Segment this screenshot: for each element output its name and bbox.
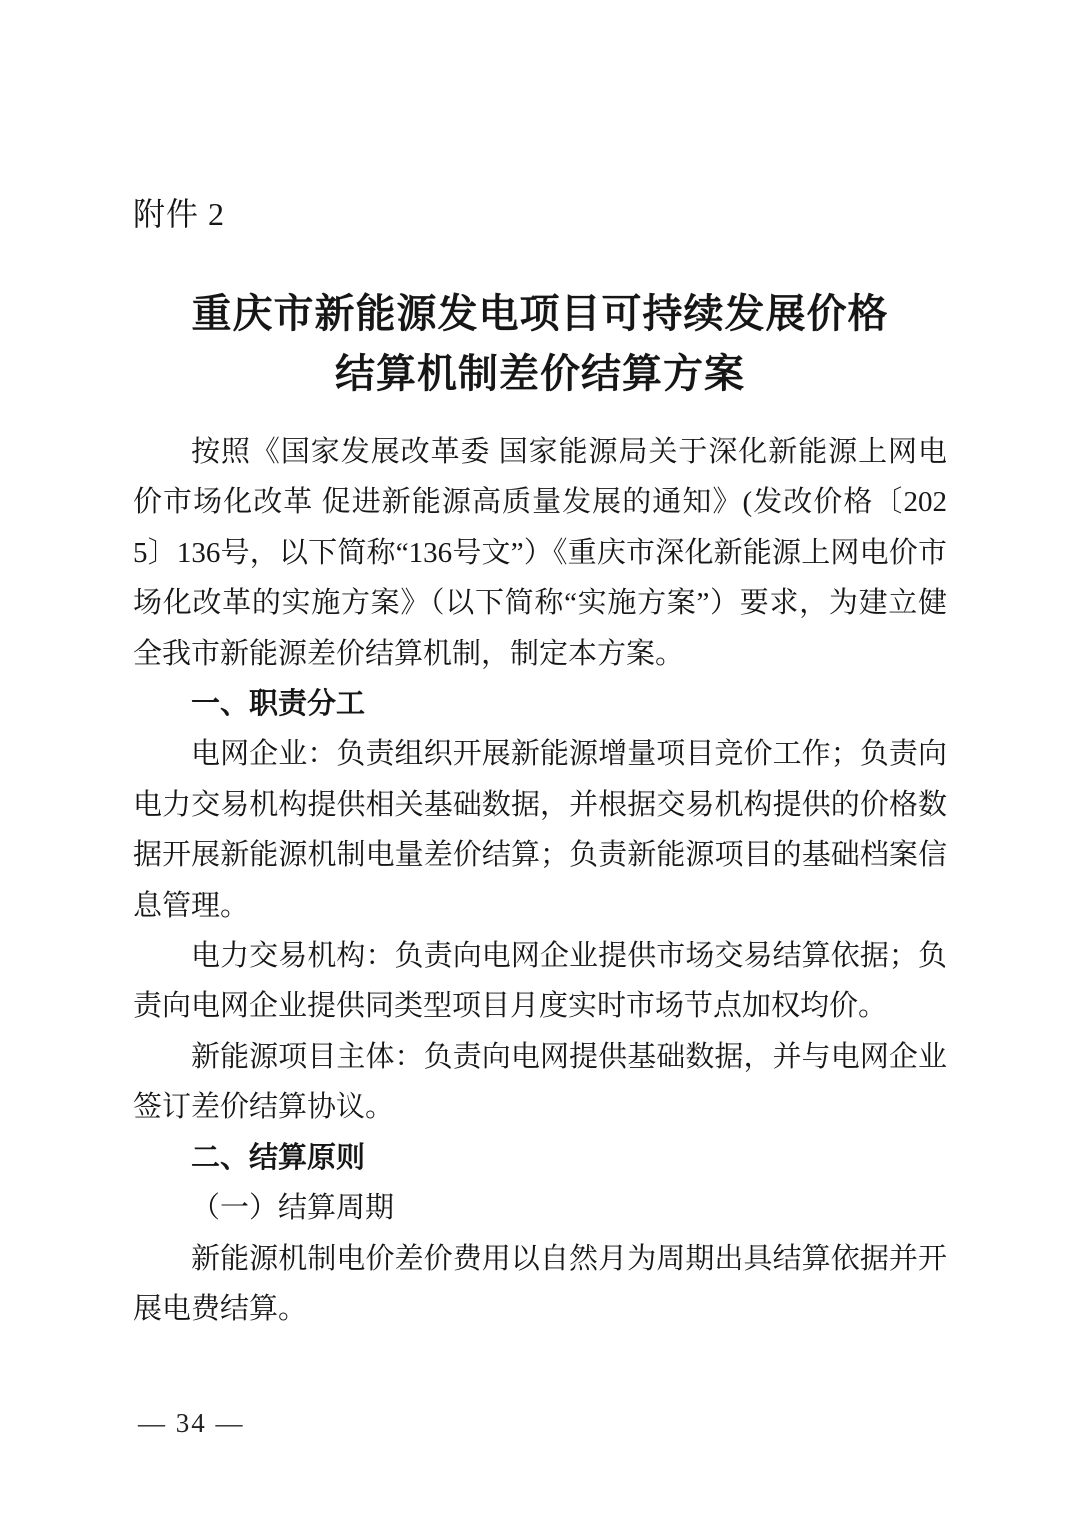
body-paragraph: 新能源项目主体：负责向电网提供基础数据，并与电网企业签订差价结算协议。: [133, 1040, 947, 1124]
subsection-heading: （一）结算周期: [191, 1192, 395, 1225]
section-heading: 二、结算原则: [191, 1141, 366, 1174]
section-heading: 一、职责分工: [191, 688, 366, 721]
document-content: [133, 0, 947, 1334]
document-title-line-1: 重庆市新能源发电项目可持续发展价格: [191, 291, 889, 336]
page-number: — 34 —: [138, 1408, 245, 1438]
body-paragraph: 按照《国家发展改革委 国家能源局关于深化新能源上网电价市场化改革 促进新能源高质量发展的通知》(发改价格〔2025〕136号，以下简称“136号文”）《重庆市深化新能源上网电价市场化改革的实施方案》（以下简称“实施方案”）要求，为建立健全我市新能源差价结算机制，制定本方案。: [133, 436, 947, 670]
document-body: [133, 427, 947, 1334]
document-title-line-2: 结算机制差价结算方案: [335, 351, 745, 396]
body-paragraph: 电力交易机构：负责向电网企业提供市场交易结算依据；负责向电网企业提供同类型项目月度实时市场节点加权均价。: [133, 940, 947, 1023]
body-paragraph: 电网企业：负责组织开展新能源增量项目竞价工作；负责向电力交易机构提供相关基础数据，并根据交易机构提供的价格数据开展新能源机制电量差价结算；负责新能源项目的基础档案信息管理。: [133, 738, 947, 922]
attachment-label: 附件 2: [133, 196, 226, 232]
body-paragraph: 新能源机制电价差价费用以自然月为周期出具结算依据并开展电费结算。: [133, 1242, 947, 1325]
document-title: [133, 284, 947, 404]
